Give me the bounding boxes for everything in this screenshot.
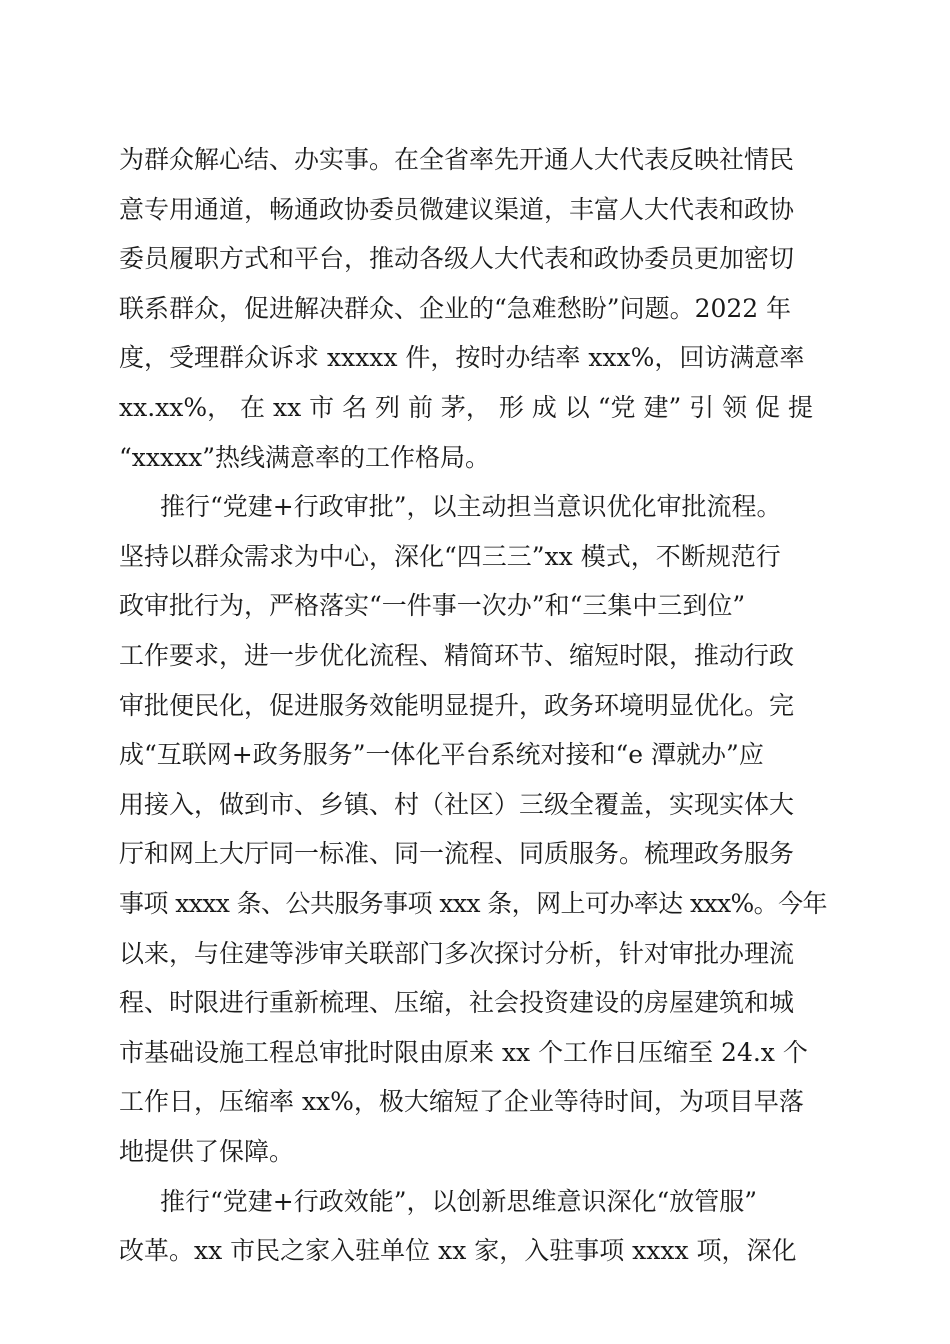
- text-line: 用接入，做到市、乡镇、村（社区）三级全覆盖，实现实体大: [119, 789, 795, 819]
- text-line: 市基础设施工程总审批时限由原来 xx 个工作日压缩至 24.x 个: [119, 1037, 808, 1067]
- text-line: 联系群众，促进解决群众、企业的“急难愁盼”问题。2022 年: [119, 293, 792, 323]
- text-line: xx.xx%， 在 xx 市 名 列 前 茅， 形 成 以 “党 建” 引 领 促 提: [119, 393, 814, 422]
- text-line: 意专用通道，畅通政协委员微建议渠道，丰富人大代表和政协: [119, 194, 795, 224]
- paragraph-first-line: 推行“党建+行政审批”，以主动担当意识优化审批流程。: [160, 492, 782, 522]
- text-line: 政审批行为，严格落实“一件事一次办”和“三集中三到位”: [119, 591, 746, 621]
- text-line: “xxxxx”热线满意率的工作格局。: [119, 442, 491, 472]
- text-line: 工作要求，进一步优化流程、精简环节、缩短时限，推动行政: [119, 641, 795, 670]
- paragraph-first-line: 推行“党建+行政效能”，以创新思维意识深化“放管服”: [160, 1186, 758, 1216]
- text-line: 工作日，压缩率 xx%，极大缩短了企业等待时间，为项目早落: [119, 1087, 804, 1117]
- text-line: 厅和网上大厅同一标准、同一流程、同质服务。梳理政务服务: [119, 839, 795, 869]
- text-line: 审批便民化，促进服务效能明显提升，政务环境明显优化。完: [119, 690, 795, 720]
- text-line: 委员履职方式和平台，推动各级人大代表和政协委员更加密切: [119, 244, 795, 274]
- text-line: 为群众解心结、办实事。在全省率先开通人大代表反映社情民: [119, 145, 795, 174]
- text-line: 事项 xxxx 条、公共服务事项 xxx 条，网上可办率达 xxx%。今年: [119, 889, 827, 918]
- text-line: 程、时限进行重新梳理、压缩，社会投资建设的房屋建筑和城: [119, 988, 795, 1018]
- text-line: 以来，与住建等涉审关联部门多次探讨分析，针对审批办理流: [119, 938, 795, 968]
- text-line: 度，受理群众诉求 xxxxx 件，按时办结率 xxx%，回访满意率: [119, 343, 805, 373]
- text-line: 成“互联网+政务服务”一体化平台系统对接和“e 潭就办”应: [119, 740, 764, 770]
- text-line: 改革。xx 市民之家入驻单位 xx 家，入驻事项 xxxx 项，深化: [119, 1236, 797, 1266]
- text-line: 坚持以群众需求为中心，深化“四三三”xx 模式，不断规范行: [119, 541, 781, 571]
- text-line: 地提供了保障。: [119, 1137, 295, 1166]
